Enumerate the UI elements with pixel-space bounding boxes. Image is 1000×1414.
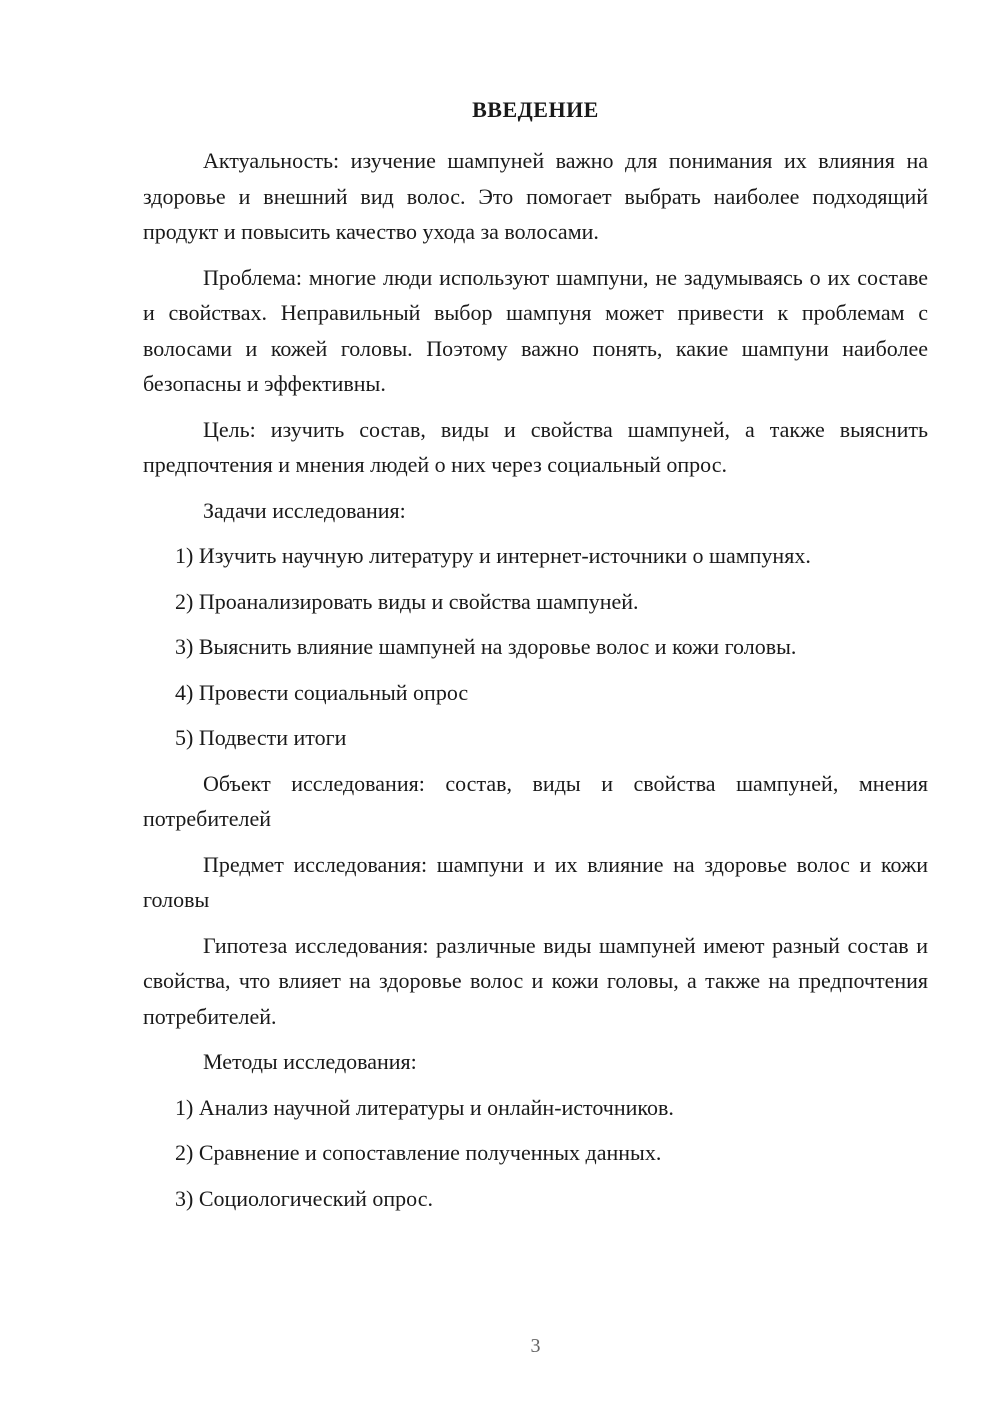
- page-number: 3: [530, 1335, 541, 1357]
- paragraph-relevance: Актуальность: изучение шампуней важно для понимания их влияния на здоровье и внешний вид волос. Это помогает выбрать наиболее подходящий продукт и повысить качество ухода за волосами.: [143, 148, 928, 244]
- list-item: 3) Выяснить влияние шампуней на здоровье волос и кожи головы.: [175, 634, 797, 659]
- paragraph-hypothesis: Гипотеза исследования: различные виды шампуней имеют разный состав и свойства, что влияет на здоровье волос и кожи головы, а также на предпочтения потребителей.: [143, 932, 928, 1029]
- list-item: 2) Сравнение и сопоставление полученных данных.: [175, 1140, 662, 1165]
- tasks-list: [143, 538, 928, 756]
- paragraph-problem: Проблема: многие люди используют шампуни, не задумываясь о их составе и свойствах. Неправильный выбор шампуня может привести к проблемам с волосами и кожей головы. Поэтому важно понять, какие шампуни наиболее безопасны и эффективны.: [143, 264, 928, 396]
- paragraph-subject: Предмет исследования: шампуни и их влияние на здоровье волос и кожи головы: [143, 851, 928, 912]
- document-page: [143, 0, 928, 1414]
- list-item: 4) Провести социальный опрос: [175, 679, 469, 705]
- methods-list: [143, 1090, 928, 1217]
- list-item: 1) Анализ научной литературы и онлайн-источников.: [175, 1094, 674, 1120]
- list-item: 1) Изучить научную литературу и интернет-источники о шампунях.: [175, 543, 811, 568]
- paragraph-object: Объект исследования: состав, виды и свойства шампуней, мнения потребителей: [143, 770, 928, 831]
- body-text: [143, 143, 928, 1226]
- list-item: 5) Подвести итоги: [175, 725, 347, 750]
- page-title: ВВЕДЕНИЕ: [472, 97, 599, 122]
- list-item: 2) Проанализировать виды и свойства шампуней.: [175, 588, 639, 614]
- list-item: 3) Социологический опрос.: [175, 1185, 433, 1211]
- tasks-label: Задачи исследования:: [203, 497, 406, 523]
- paragraph-goal: Цель: изучить состав, виды и свойства шампуней, а также выяснить предпочтения и мнения людей о них через социальный опрос.: [143, 416, 928, 477]
- methods-label: Методы исследования:: [203, 1049, 417, 1074]
